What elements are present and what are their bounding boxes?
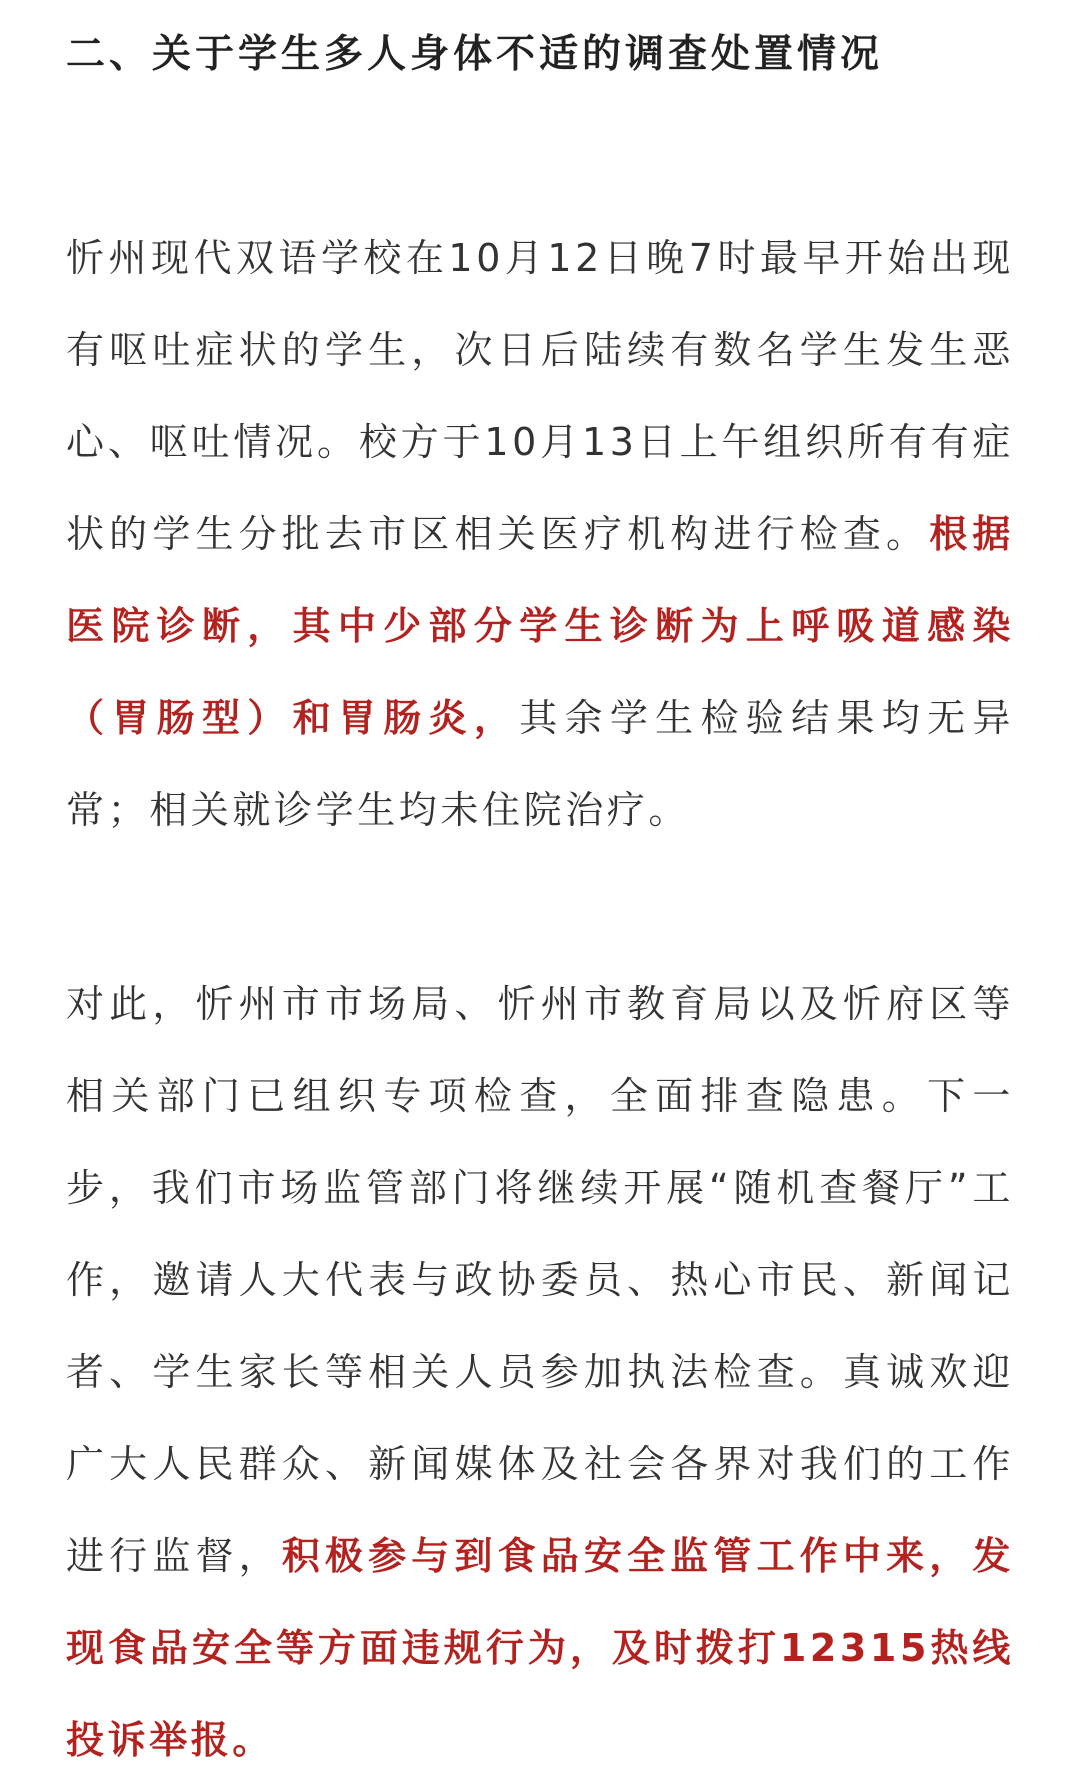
paragraph-next-steps	[66, 958, 1014, 1786]
paragraph-text: 对此，忻州市市场局、忻州市教育局以及忻府区等相关部门已组织专项检查，全面排查隐患。下一步，我们市场监管部门将继续开展“随机查餐厅”工作，邀请人大代表与政协委员、热心市民、新闻记者、学生家长等相关人员参加执法检查。真诚欢迎广大人民群众、新闻媒体及社会各界对我们的工作进行监督，	[66, 982, 1014, 1578]
paragraph-text: 其余学生检验结果均无异常；相关就诊学生均未住院治疗。	[66, 696, 1014, 832]
paragraph-investigation	[66, 212, 1014, 856]
highlighted-diagnosis: 根据医院诊断，其中少部分学生诊断为上呼吸道感染（胃肠型）和胃肠炎，	[66, 512, 1014, 740]
article-body	[66, 0, 1014, 1786]
paragraph-text: 忻州现代双语学校在10月12日晚7时最早开始出现有呕吐症状的学生，次日后陆续有数名学生发生恶心、呕吐情况。校方于10月13日上午组织所有有症状的学生分批去市区相关医疗机构进行检查。	[66, 236, 1014, 556]
section-heading: 二、关于学生多人身体不适的调查处置情况	[66, 32, 884, 77]
highlighted-hotline-appeal: 积极参与到食品安全监管工作中来，发现食品安全等方面违规行为，及时拨打12315热线投诉举报。	[66, 1534, 1014, 1762]
